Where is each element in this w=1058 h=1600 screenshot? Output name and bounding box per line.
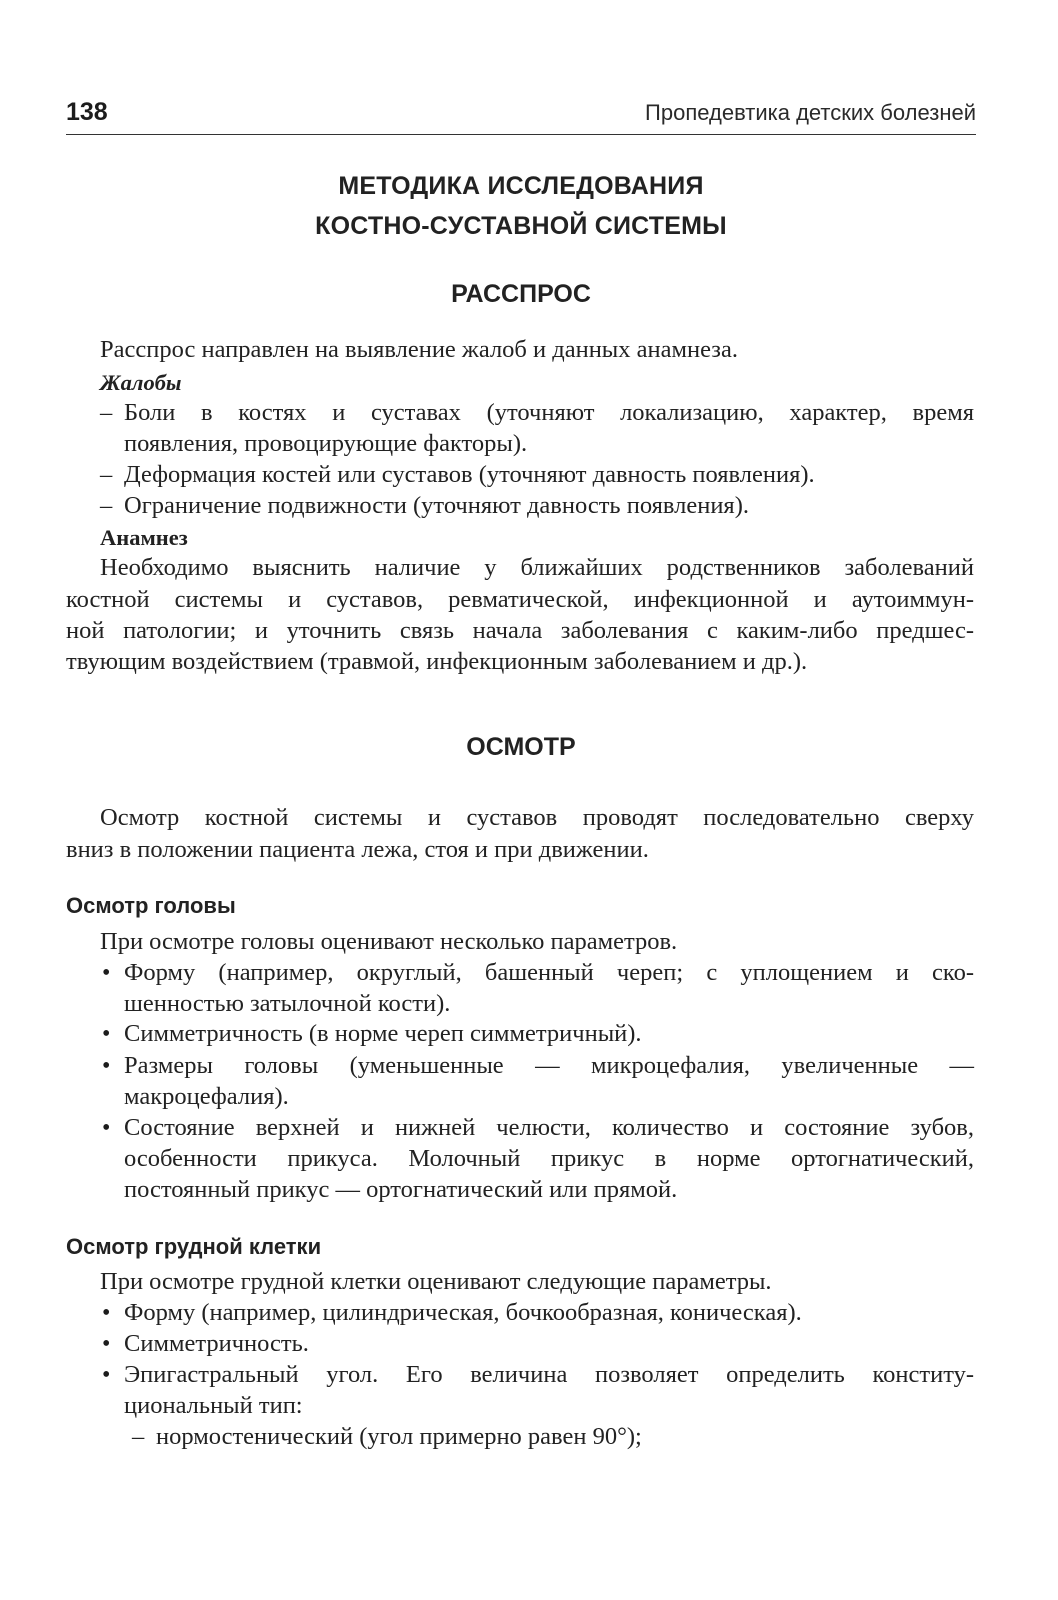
head-item-4-line-3: постоянный прикус — ортогнатический или прямой. xyxy=(124,1176,678,1203)
bullet-marker: • xyxy=(102,1300,111,1326)
page-number: 138 xyxy=(66,98,108,126)
rassprос-intro: Расспрос направлен на выявление жалоб и данных анамнеза. xyxy=(100,336,738,363)
bullet-marker: • xyxy=(102,1362,111,1388)
subheading-head-exam: Осмотр головы xyxy=(66,893,236,918)
complaint-1-line-2: появления, провоцирующие факторы). xyxy=(124,430,528,457)
osmotr-intro-line-1: Осмотр костной системы и суставов проводят последовательно сверху xyxy=(100,804,974,831)
head-item-4-line-2: особенности прикуса. Молочный прикус в норме ортогнатический, xyxy=(124,1145,974,1172)
chapter-title-line-2: КОСТНО-СУСТАВНОЙ СИСТЕМЫ xyxy=(315,212,727,240)
subheading-chest-exam: Осмотр грудной клетки xyxy=(66,1234,322,1259)
complaint-2: Деформация костей или суставов (уточняют давность появления). xyxy=(124,461,815,488)
head-item-4-line-1: Состояние верхней и нижней челюсти, количество и состояние зубов, xyxy=(124,1114,974,1141)
chapter-title-line-1: МЕТОДИКА ИССЛЕДОВАНИЯ xyxy=(338,172,704,200)
bullet-marker: • xyxy=(102,1053,111,1079)
bullet-marker: • xyxy=(102,1115,111,1141)
chest-item-3-line-1: Эпигастральный угол. Его величина позволяет определить конститу- xyxy=(124,1361,974,1388)
head-item-2: Симметричность (в норме череп симметричный). xyxy=(124,1020,642,1047)
section-heading-osmotr: ОСМОТР xyxy=(466,733,576,761)
chest-subitem-normosthenic: нормостенический (угол примерно равен 90°); xyxy=(156,1423,642,1450)
dash-marker: – xyxy=(100,399,113,426)
chest-item-3-line-2: циональный тип: xyxy=(124,1392,303,1419)
complaint-1-line-1: Боли в костях и суставах (уточняют локализацию, характер, время xyxy=(124,399,974,426)
osmotr-intro-line-2: вниз в положении пациента лежа, стоя и при движении. xyxy=(66,836,649,863)
header-rule xyxy=(66,134,976,135)
anamnesis-line-3: ной патологии; и уточнить связь начала заболевания с каким-либо предшес- xyxy=(66,617,974,644)
anamnesis-line-2: костной системы и суставов, ревматической, инфекционной и аутоиммун- xyxy=(66,586,974,613)
chest-exam-intro: При осмотре грудной клетки оценивают следующие параметры. xyxy=(100,1268,772,1295)
bullet-marker: • xyxy=(102,1331,111,1357)
complaints-label: Жалобы xyxy=(100,370,182,395)
head-item-1-line-1: Форму (например, округлый, башенный череп; с уплощением и ско- xyxy=(124,959,974,986)
anamnesis-line-1: Необходимо выяснить наличие у ближайших родственников заболеваний xyxy=(100,554,974,581)
anamnesis-label: Анамнез xyxy=(100,525,188,550)
running-head xyxy=(66,96,976,136)
bullet-marker: • xyxy=(102,960,111,986)
book-title: Пропедевтика детских болезней xyxy=(645,100,976,125)
head-item-3-line-2: макроцефалия). xyxy=(124,1083,289,1110)
dash-marker: – xyxy=(100,492,113,519)
bullet-marker: • xyxy=(102,1021,111,1047)
chest-item-1: Форму (например, цилиндрическая, бочкообразная, коническая). xyxy=(124,1299,802,1326)
dash-marker: – xyxy=(132,1423,145,1450)
head-exam-intro: При осмотре головы оценивают несколько параметров. xyxy=(100,928,678,955)
chest-item-2: Симметричность. xyxy=(124,1330,309,1357)
head-item-1-line-2: шенностью затылочной кости). xyxy=(124,990,451,1017)
complaint-3: Ограничение подвижности (уточняют давность появления). xyxy=(124,492,749,519)
head-item-3-line-1: Размеры головы (уменьшенные — микроцефалия, увеличенные — xyxy=(124,1052,974,1079)
section-heading-rassprос: РАССПРОС xyxy=(451,280,591,308)
dash-marker: – xyxy=(100,461,113,488)
anamnesis-line-4: твующим воздействием (травмой, инфекционным заболеванием и др.). xyxy=(66,648,808,675)
